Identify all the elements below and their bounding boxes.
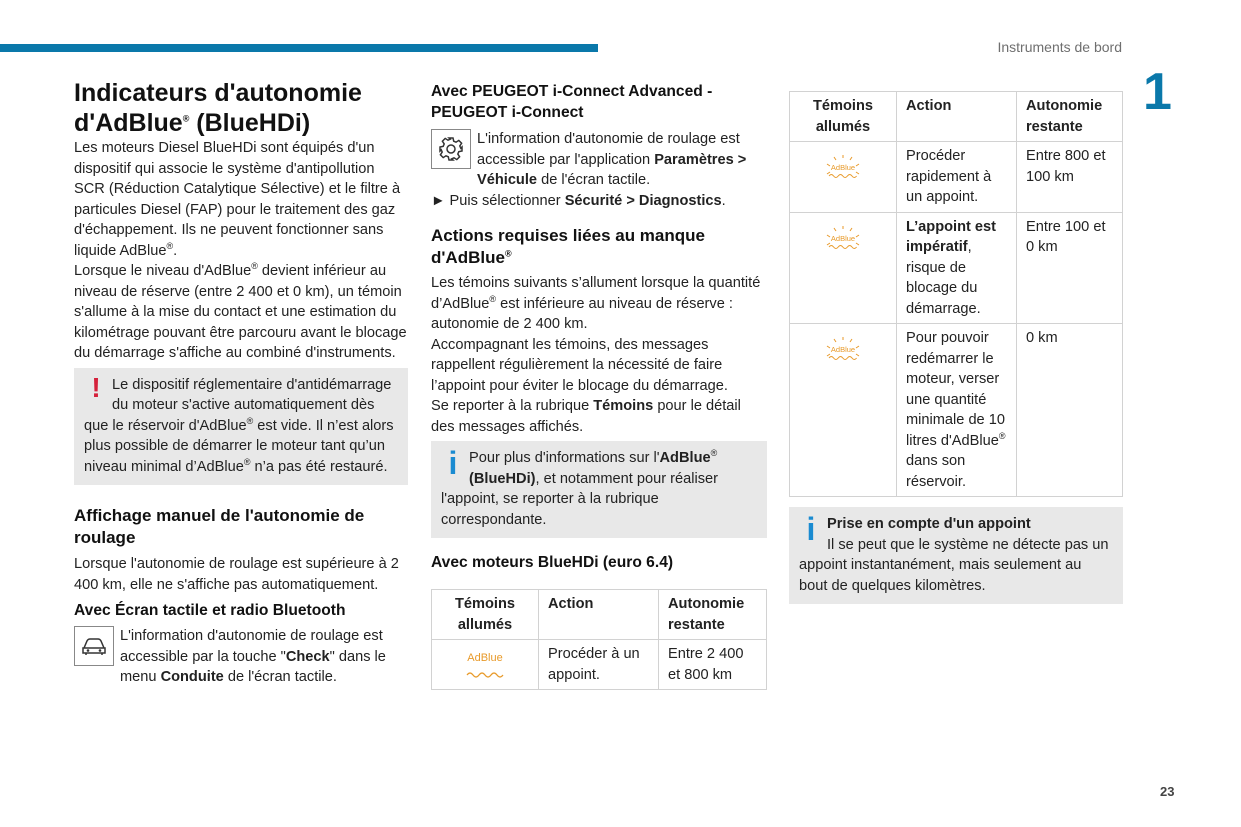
manual-paragraph: Lorsque l'autonomie de roulage est supérieure à 2 400 km, elle ne s'affiche pas automatiquement. (74, 556, 399, 593)
info-icon: i (806, 511, 816, 547)
svg-text:AdBlue: AdBlue (830, 345, 856, 354)
gear-icon (431, 129, 471, 169)
info-icon: i (448, 445, 458, 481)
svg-text:AdBlue: AdBlue (830, 233, 856, 243)
touch-paragraph: L'information d'autonomie de roulage est accessible par la touche "Check" dans le menu Conduite de l'écran tactile. (74, 626, 408, 688)
iconnect-step: ► Puis sélectionner Sécurité > Diagnostics. (431, 192, 726, 209)
intro-paragraph: Les moteurs Diesel BlueHDi sont équipés d'un dispositif qui associe le système d'antipollution SCR (Réduction Catalytique Sélective) et le filtre à particules Diesel (FAP) pour le traitement des gaz d'échappement. Ils ne peuvent fonctionner sans liquide AdBlue®. (74, 140, 401, 259)
table-header: Autonomie restante (659, 590, 767, 640)
adblue-warning-icon: AdBlue (432, 640, 539, 690)
reserve-table (789, 91, 1123, 497)
table-header: Action (897, 92, 1017, 142)
euro-table (431, 589, 767, 690)
info-box-adblue: i Pour plus d'informations sur l'AdBlue® (BlueHDi), et notamment pour réaliser l'appoint, se reporter à la rubrique correspondante. (431, 441, 767, 538)
table-row: AdBlue L’appoint est impératif, risque de blocage du démarrage. Entre 100 et 0 km (790, 212, 1123, 324)
table-header: Témoins allumés (790, 92, 897, 142)
info-box-refill: i Prise en compte d'un appoint Il se peut que le système ne détecte pas un appoint instantanément, mais seulement au bout de quelques kilomètres. (789, 507, 1123, 604)
table-header: Action (539, 590, 659, 640)
adblue-flashing-icon (790, 142, 897, 213)
adblue-flashing-icon (790, 324, 897, 497)
actions-paragraph-1: Les témoins suivants s’allument lorsque la quantité d’AdBlue® est inférieure au niveau de réserve : autonomie de 2 400 km. (431, 275, 761, 332)
warning-icon: ! (91, 371, 101, 403)
chapter-number: 1 (1143, 63, 1172, 121)
table-header: Autonomie restante (1017, 92, 1123, 142)
adblue-flashing-icon (790, 212, 897, 324)
actions-paragraph-3: Se reporter à la rubrique Témoins pour le détail des messages affichés. (431, 398, 741, 435)
column-right (789, 91, 1123, 604)
iconnect-heading: Avec PEUGEOT i-Connect Advanced - PEUGEOT i-Connect (431, 83, 713, 121)
iconnect-paragraph: L'information d'autonomie de roulage est accessible par l'application Paramètres > Véhicule de l'écran tactile. (431, 129, 767, 191)
page-title: Indicateurs d'autonomie d'AdBlue® (BlueHDi) (74, 79, 362, 137)
column-left (74, 78, 408, 688)
car-icon (74, 626, 114, 666)
column-middle (431, 81, 767, 690)
section-title: Instruments de bord (997, 39, 1122, 55)
actions-paragraph-2: Accompagnant les témoins, des messages rappellent régulièrement la nécessité de faire l’appoint pour éviter le blocage du démarrage. (431, 336, 728, 394)
svg-text:AdBlue: AdBlue (830, 163, 856, 172)
level-paragraph: Lorsque le niveau d'AdBlue® devient inférieur au niveau de réserve (entre 2 400 et 0 km), un témoin s'allume à la mise du contact et une estimation du kilométrage pouvant être parcouru avant le blocage du démarrage s'affiche au combiné d'instruments. (74, 261, 407, 361)
euro-heading: Avec moteurs BlueHDi (euro 6.4) (431, 554, 674, 571)
warning-box: ! Le dispositif réglementaire d'antidémarrage du moteur s'active automatiquement dès que le réservoir d'AdBlue® est vide. Il n’est alors plus possible de démarrer le moteur tant qu’un niveau minimal d’AdBlue® n’a pas été restauré. (74, 368, 408, 486)
page-number: 23 (1160, 784, 1175, 799)
manual-heading: Affichage manuel de l'autonomie de roulage (74, 506, 365, 547)
table-header: Témoins allumés (432, 590, 539, 640)
actions-heading: Actions requises liées au manque d'AdBlue® (431, 226, 705, 267)
touch-heading: Avec Écran tactile et radio Bluetooth (74, 602, 346, 619)
table-row: AdBlue Procéder à un appoint. Entre 2 400 et 800 km (432, 640, 767, 690)
header-accent-bar (0, 44, 598, 52)
table-row: AdBlue Pour pouvoir redémarrer le moteur, verser une quantité minimale de 10 litres d'AdBlue® dans son réservoir. 0 km (790, 324, 1123, 497)
info-title: Prise en compte d'un appoint (827, 516, 1031, 532)
table-row: AdBlue Procéder rapidement à un appoint. Entre 800 et 100 km (790, 142, 1123, 213)
